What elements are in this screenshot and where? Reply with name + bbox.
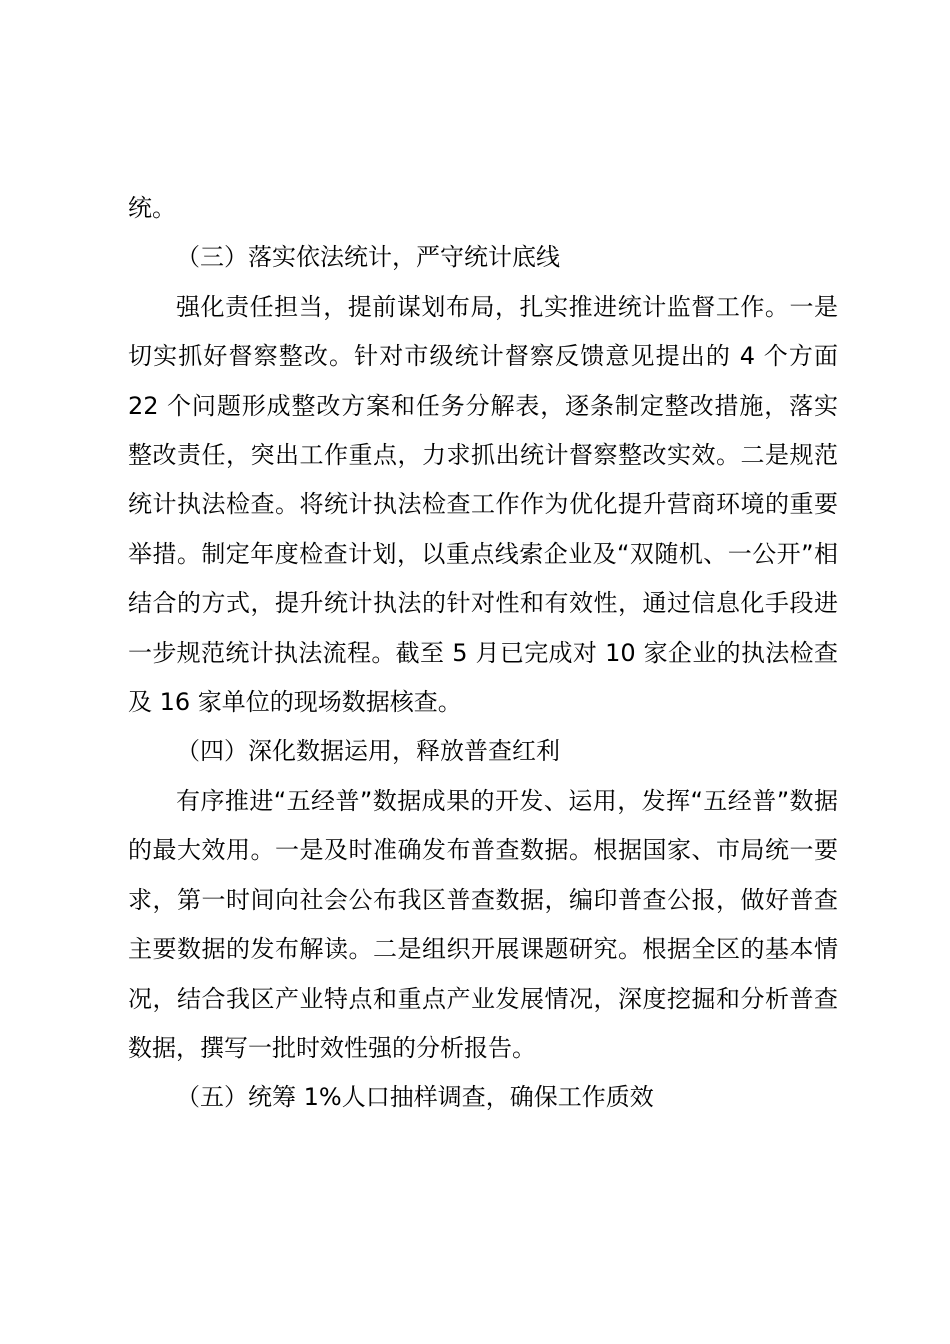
section-heading-3: （三）落实依法统计，严守统计底线 [176, 243, 560, 272]
body-paragraph-section-3: 强化责任担当，提前谋划布局，扎实推进统计监督工作。一是切实抓好督察整改。针对市级统计督察反馈意见提出的 4 个方面 22 个问题形成整改方案和任务分解表，逐条制定整改措施，落实整改责任，突出工作重点，力求抓出统计督察整改实效。二是规范统计执法检查。将统计执法检查工作作为优化提升营商环境的重要举措。制定年度检查计划，以重点线索企业及“双随机、一公开”相结合的方式，提升统计执法的针对性和有效性，通过信息化手段进一步规范统计执法流程。截至 5 月已完成对 10 家企业的执法检查及 16 家单位的现场数据核查。 [128, 292, 838, 717]
body-paragraph-continuation: 统。 [128, 194, 176, 222]
section-heading-5: （五）统筹 1%人口抽样调查，确保工作质效 [176, 1083, 654, 1112]
document-body [128, 184, 838, 1123]
body-paragraph-section-4: 有序推进“五经普”数据成果的开发、运用，发挥“五经普”数据的最大效用。一是及时准确发布普查数据。根据国家、市局统一要求，第一时间向社会公布我区普查数据，编印普查公报，做好普查主要数据的发布解读。二是组织开展课题研究。根据全区的基本情况，结合我区产业特点和重点产业发展情况，深度挖掘和分析普查数据，撰写一批时效性强的分析报告。 [128, 786, 838, 1062]
section-heading-4: （四）深化数据运用，释放普查红利 [176, 737, 560, 766]
